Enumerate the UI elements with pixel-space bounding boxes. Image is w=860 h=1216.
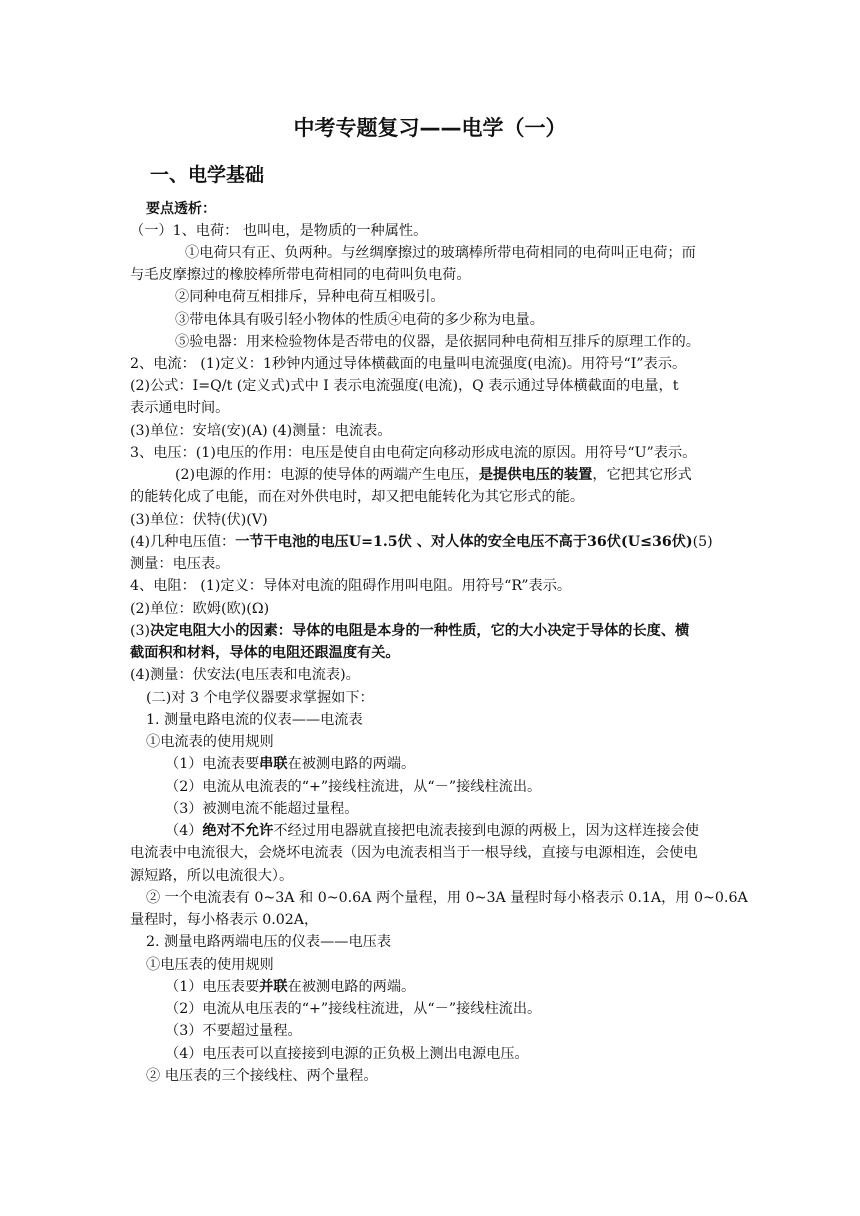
text-line: 2. 测量电路两端电压的仪表——电压表 (146, 934, 392, 950)
bold-run: 串联 (259, 756, 288, 772)
bold-run: 绝对不允许 (202, 823, 274, 839)
text-line: 与毛皮摩擦过的橡胶棒所带电荷相同的电荷叫负电荷。 (130, 267, 471, 283)
text-line: ② 一个电流表有 0~3A 和 0~0.6A 两个量程，用 0~3A 量程时每小格表示 0.1A，用 0~0.6A (146, 890, 748, 906)
text-run: (2)电源的作用：电源的使导体的两端产生电压， (175, 467, 479, 483)
text-line: 电流表中电流很大，会烧坏电流表（因为电流表相当于一根导线，直接与电源相连，会使电 (130, 845, 698, 861)
text-line: （3）被测电流不能超过量程。 (165, 801, 359, 817)
text-line: 的能转化成了电能，而在对外供电时，却又把电能转化为其它形式的能。 (130, 489, 585, 505)
text-run: 在被测电路的两端。 (287, 756, 416, 772)
bold-run: 并联 (259, 979, 288, 995)
text-line: （4）电压表可以直接接到电源的正负极上测出电源电压。 (165, 1046, 529, 1062)
bold-run: 是提供电压的装置 (478, 467, 593, 483)
text-run: （1）电流表要 (165, 756, 260, 772)
text-line: 测量：电压表。 (130, 556, 230, 572)
text-line: （2）电流从电压表的“+”接线柱流进，从“－”接线柱流出。 (165, 1001, 542, 1017)
text-line: ③带电体具有吸引轻小物体的性质④电荷的多少称为电量。 (175, 312, 544, 328)
text-run: 在被测电路的两端。 (287, 979, 416, 995)
page-title: 中考专题复习——电学（一） (293, 116, 567, 140)
bold-run: 截面积和材料，导体的电阻还跟温度有关。 (130, 645, 400, 661)
text-line: 量程时，每小格表示 0.02A， (130, 912, 319, 928)
text-line: 表示通电时间。 (130, 400, 230, 416)
text-run: (4)几种电压值： (130, 534, 236, 550)
text-run: 不经过用电器就直接把电流表接到电源的两极上，因为这样连接会使 (273, 823, 699, 839)
text-run: ，它把其它形式 (592, 467, 692, 483)
text-line (130, 532, 713, 552)
text-line: (2)单位：欧姆(欧)(Ω) (130, 601, 270, 617)
text-line: (3)单位：安培(安)(A) (4)测量：电流表。 (130, 423, 392, 439)
text-run: (3) (130, 623, 151, 639)
text-line: (3)单位：伏特(伏)(V) (130, 512, 268, 528)
text-line (165, 754, 415, 774)
text-run: (5) (692, 534, 713, 550)
text-run: （1）电压表要 (165, 979, 260, 995)
section-heading: 一、电学基础 (150, 164, 265, 186)
text-line: （3）不要超过量程。 (165, 1023, 302, 1039)
bold-run: 一节干电池的电压U=1.5伏 、对人体的安全电压不高于36伏(U≤36伏) (235, 534, 693, 550)
key-points-heading: 要点透析： (146, 201, 216, 217)
text-line: （2）电流从电流表的“+”接线柱流进，从“－”接线柱流出。 (165, 779, 542, 795)
text-line: （一）1、电荷： 也叫电，是物质的一种属性。 (130, 223, 428, 239)
bold-run: 决定电阻大小的因素：导体的电阻是本身的一种性质，它的大小决定于导体的长度、横 (150, 623, 690, 639)
text-line: ② 电压表的三个接线柱、两个量程。 (146, 1068, 378, 1084)
text-line: ⑤验电器：用来检验物体是否带电的仪器，是依据同种电荷相互排斥的原理工作的。 (175, 334, 700, 350)
text-line: (4)测量：伏安法(电压表和电流表)。 (130, 667, 360, 683)
text-line: 3、电压：(1)电压的作用：电压是使自由电荷定向移动形成电流的原因。用符号“U”表示。 (130, 445, 697, 461)
text-line: 4、电阻： (1)定义：导体对电流的阻碍作用叫电阻。用符号“R”表示。 (130, 578, 572, 594)
text-line: (2)公式：I=Q/t (定义式)式中 I 表示电流强度(电流)，Q 表示通过导体横截面的电量，t (130, 378, 679, 394)
text-line: ②同种电荷互相排斥，异种电荷互相吸引。 (175, 289, 445, 305)
text-line: 2、电流： (1)定义：1秒钟内通过导体横截面的电量叫电流强度(电流)。用符号“I”表示。 (130, 356, 687, 372)
text-line: 1. 测量电路电流的仪表——电流表 (146, 712, 363, 728)
text-line: 源短路，所以电流很大）。 (130, 868, 294, 884)
text-line: (二)对 3 个电学仪器要求掌握如下： (146, 690, 374, 706)
text-line (175, 465, 692, 485)
text-line: ①电流表的使用规则 (146, 734, 274, 750)
text-line (130, 643, 400, 663)
text-line: ①电荷只有正、负两种。与丝绸摩擦过的玻璃棒所带电荷相同的电荷叫正电荷；而 (185, 245, 696, 261)
text-run: （4） (165, 823, 203, 839)
text-line (165, 977, 415, 997)
text-line (130, 621, 689, 641)
text-line (165, 821, 699, 841)
text-line: ①电压表的使用规则 (146, 957, 274, 973)
